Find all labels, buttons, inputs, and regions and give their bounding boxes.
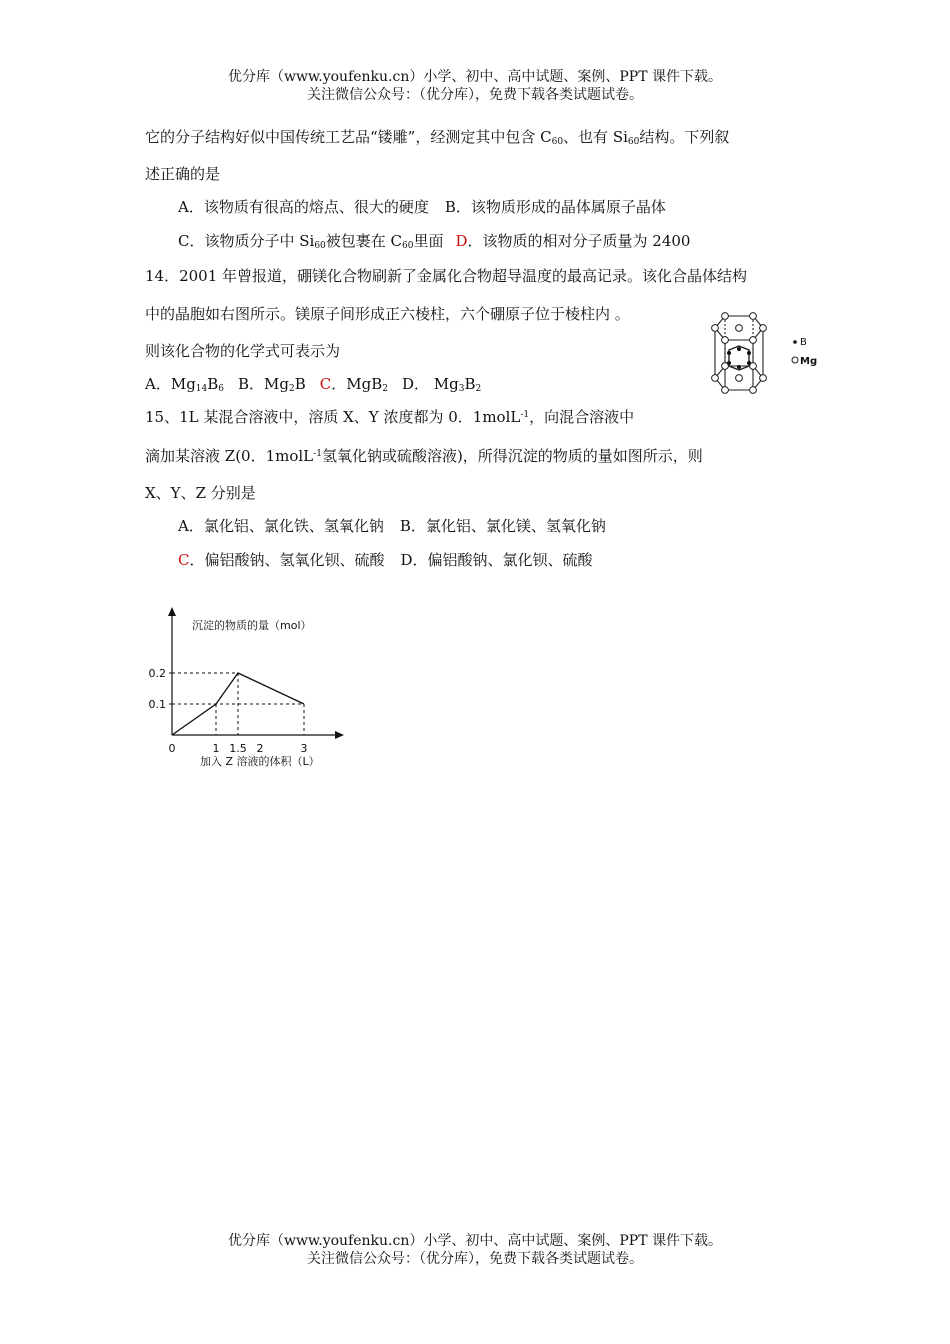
q15-stem-line-2: 滴加某溶液 Z(0．1molL$^{-1}$氢氧化钠或硫酸溶液)，所得沉淀的物质的量如图所示，则 (145, 447, 703, 465)
q14-stem-line-1: 14．2001 年曾报道，硼镁化合物刷新了金属化合物超导温度的最高记录。该化合晶体结构 (145, 267, 748, 285)
q15-stem-line-1: 15、1L 某混合溶液中，溶质 X、Y 浓度都为 0．1molL$^{-1}$，向混合溶液中 (145, 408, 635, 426)
q13-answer-mark: D (455, 232, 468, 250)
page-footer (0, 1232, 950, 1268)
q15-options-cd (178, 550, 593, 570)
x-tick-label-0: 0 (168, 742, 176, 755)
header-line-1: 优分库（www.youfenku.cn）小学、初中、高中试题、案例、PPT 课件下载。 (227, 69, 722, 85)
q13-option-a: A．该物质有很高的熔点、很大的硬度 (178, 198, 429, 216)
q14-option-b: B．$Mg_2B$ (238, 375, 306, 394)
q15-option-c: C．偏铝酸钠、氢氧化钡、硫酸 (178, 551, 385, 569)
chart-xlabel: 加入 Z 溶液的体积（L） (200, 755, 320, 768)
q14-option-d: D． $Mg_3B_2$ (401, 375, 482, 394)
q14-options (145, 374, 481, 394)
x-tick-label-4: 3 (300, 742, 308, 755)
x-axis-arrow (335, 731, 344, 739)
header-line-2: 关注微信公众号：（优分库），免费下载各类试题试卷。 (307, 87, 643, 103)
mg-atoms (712, 313, 767, 394)
q15-option-a: A．氯化铝、氯化铁、氢氧化钠 (178, 517, 384, 535)
q13-stem-line-1: 它的分子结构好似中国传统工艺品“镂雕”，经测定其中包含 $C_{60}$、也有 $Si_{60}$结构。下列叙 (145, 128, 730, 147)
legend-b-label: B (800, 337, 807, 348)
chart-title: 沉淀的物质的量（mol） (192, 619, 312, 632)
q15-stem-line-3: X、Y、Z 分别是 (145, 484, 256, 502)
x-tick-label-2: 1.5 (229, 742, 247, 755)
q13-option-c: C．该物质分子中 $Si_{60}$被包裹在 $C_{60}$里面 (178, 232, 444, 251)
q15-option-b: B．氯化铝、氯化镁、氢氧化钠 (399, 517, 606, 535)
q14-stem-line-3: 则该化合物的化学式可表示为 (145, 342, 341, 360)
q15-options-ab (178, 516, 606, 536)
page-header (0, 68, 950, 104)
q13-option-d: D．该物质的相对分子质量为 2400 (455, 232, 691, 250)
legend-mg-label: Mg (800, 356, 818, 367)
x-tick-label-1: 1 (212, 742, 220, 755)
precipitate-chart (140, 605, 360, 775)
q13-stem-line-2: 述正确的是 (145, 165, 221, 183)
q13-option-b: B．该物质形成的晶体属原子晶体 (444, 198, 666, 216)
footer-line-2: 关注微信公众号：（优分库），免费下载各类试题试卷。 (307, 1251, 643, 1267)
legend-b-marker (793, 340, 797, 344)
q14-option-a: A．$Mg_{14}B_6$ (145, 375, 225, 394)
q15-answer-mark: C (178, 551, 190, 569)
footer-line-1: 优分库（www.youfenku.cn）小学、初中、高中试题、案例、PPT 课件下载。 (227, 1233, 722, 1249)
q14-stem-line-2: 中的晶胞如右图所示。镁原子间形成正六棱柱，六个硼原子位于棱柱内 。 (145, 305, 630, 323)
q14-option-c: C．MgB$_2$ (319, 375, 388, 394)
q13-options-cd (178, 231, 690, 251)
x-tick-label-3: 2 (256, 742, 264, 755)
q14-answer-mark: C (319, 375, 332, 393)
y-tick-label-1: 0.2 (148, 667, 166, 680)
q13-options-ab (178, 197, 666, 217)
y-tick-label-0: 0.1 (148, 698, 166, 711)
y-axis-arrow (168, 607, 176, 616)
crystal-cell-figure (695, 308, 825, 398)
legend-mg-marker (792, 357, 798, 363)
q15-option-d: D．偏铝酸钠、氯化钡、硫酸 (400, 551, 593, 569)
